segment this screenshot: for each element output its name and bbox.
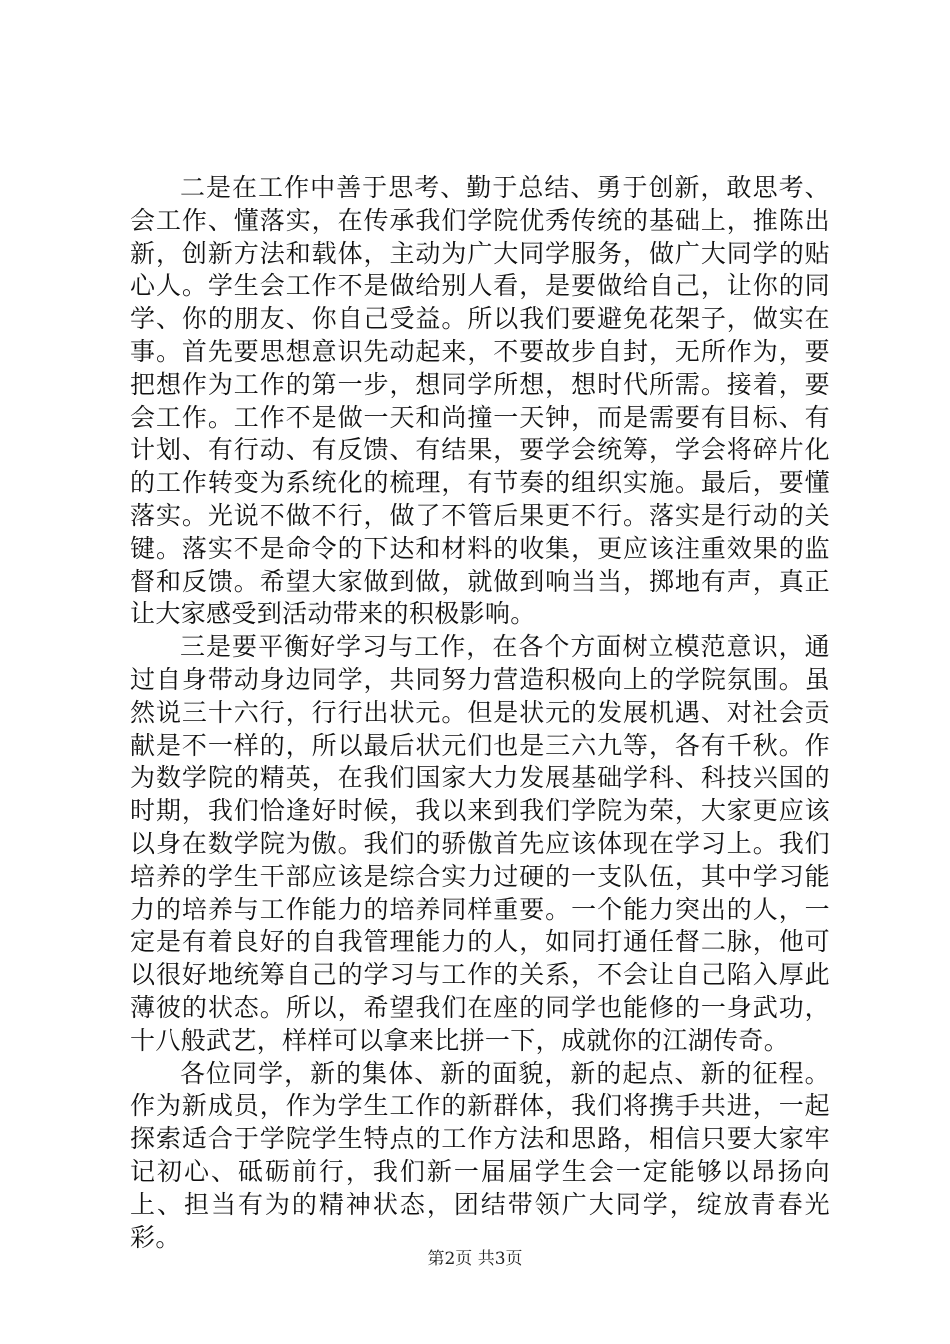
- document-body: [130, 172, 830, 1254]
- paragraph-4: 各位同学，新的集体、新的面貌，新的起点、新的征程。作为新成员，作为学生工作的新群体，我们将携手共进，一起探索适合于学院学生特点的工作方法和思路，相信只要大家牢记初心、砥砺前行，我们新一届届学生会一定能够以昂扬向上、担当有为的精神状态，团结带领广大同学，绽放青春光彩。: [130, 1058, 830, 1252]
- page-number-footer: 第2页 共3页: [427, 1249, 523, 1269]
- paragraph-2: 二是在工作中善于思考、勤于总结、勇于创新，敢思考、会工作、懂落实，在传承我们学院优秀传统的基础上，推陈出新，创新方法和载体，主动为广大同学服务，做广大同学的贴心人。学生会工作不是做给别人看，是要做给自己，让你的同学、你的朋友、你自己受益。所以我们要避免花架子，做实在事。首先要思想意识先动起来，不要故步自封，无所作为，要把想作为工作的第一步，想同学所想，想时代所需。接着，要会工作。工作不是做一天和尚撞一天钟，而是需要有目标、有计划、有行动、有反馈、有结果，要学会统筹，学会将碎片化的工作转变为系统化的梳理，有节奏的组织实施。最后，要懂落实。光说不做不行，做了不管后果更不行。落实是行动的关键。落实不是命令的下达和材料的收集，更应该注重效果的监督和反馈。希望大家做到做，就做到响当当，掷地有声，真正让大家感受到活动带来的积极影响。: [130, 173, 830, 629]
- paragraph-3: 三是要平衡好学习与工作，在各个方面树立模范意识，通过自身带动身边同学，共同努力营造积极向上的学院氛围。虽然说三十六行，行行出状元。但是状元的发展机遇、对社会贡献是不一样的，所以最后状元们也是三六九等，各有千秋。作为数学院的精英，在我们国家大力发展基础学科、科技兴国的时期，我们恰逢好时候，我以来到我们学院为荣，大家更应该以身在数学院为傲。我们的骄傲首先应该体现在学习上。我们培养的学生干部应该是综合实力过硬的一支队伍，其中学习能力的培养与工作能力的培养同样重要。一个能力突出的人，一定是有着良好的自我管理能力的人，如同打通任督二脉，他可以很好地统筹自己的学习与工作的关系，不会让自己陷入厚此薄彼的状态。所以，希望我们在座的同学也能修的一身武功，十八般武艺，样样可以拿来比拼一下，成就你的江湖传奇。: [130, 632, 830, 1055]
